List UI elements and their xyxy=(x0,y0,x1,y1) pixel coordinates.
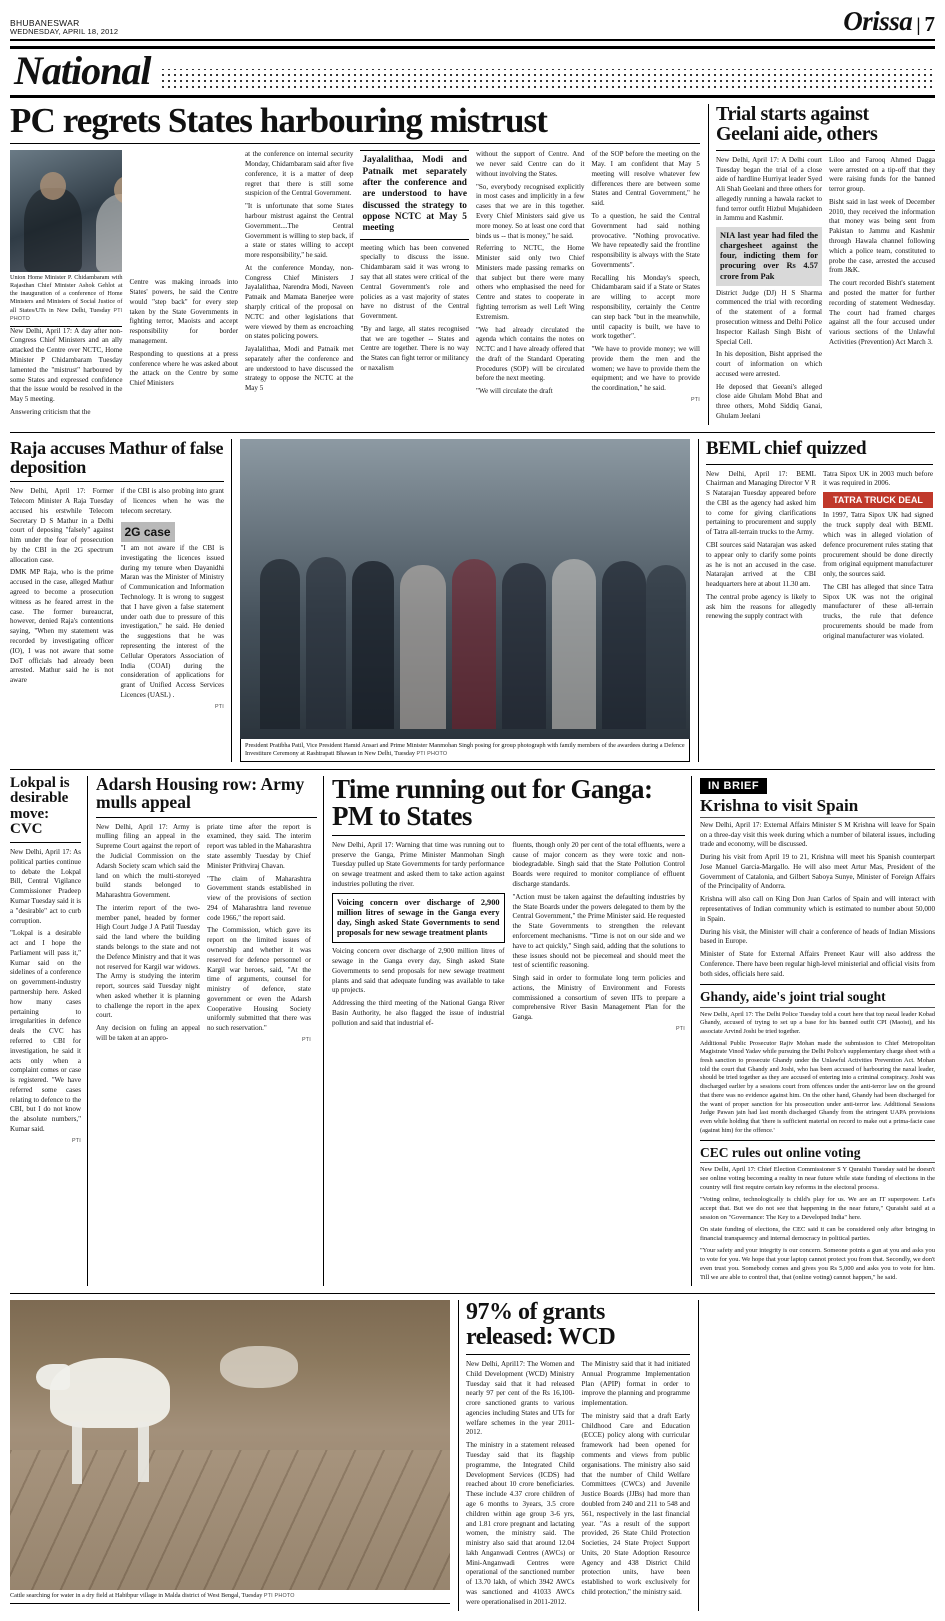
paragraph: "The claim of Maharashtra Government stands established in view of the provisions of section 294 of Maharashtra land revenue code 1966," the report said. xyxy=(207,874,311,922)
ganga-column-2 xyxy=(513,841,686,1034)
paragraph: The ministry in a statement released Tuesday said that its flagship programme, the Integrated Child Development Services (ICDS) had reached about 10 crore beneficiaries. These include 4.37 crore children of age 6 months to 3years, 3.5 crore children within age group 3-6 yrs, and 1.81 crore pregnant and lactating women, the ministry said. The ministry also said that around 12.04 lakh Anganwadi Centres (AWCs) or Mini-Anganwadi Centres were operational of the sanctioned number of 13.70 lakh, of which 3942 AWCs was sanctioned and 41033 AWCs were operationalised in 2011-2012. xyxy=(466,1441,575,1606)
paragraph: Addressing the third meeting of the National Ganga River Basin Authority, he also flagged the issue of industrial pollution and said that industrial ef- xyxy=(332,999,505,1027)
paragraph: Recalling his Monday's speech, Chidambaram said if a State or States are willing to accept more responsibility, certainly the Centre can step back "but in the meanwhile, until capacity is built, we have to work together". xyxy=(591,273,700,341)
masthead-left xyxy=(10,19,118,37)
paragraph: Liloo and Farooq Ahmed Dagga were arrested on a tip-off that they were raising funds for the banned terror group. xyxy=(829,155,935,194)
paragraph: Minister of State for External Affairs Preneet Kaur will also address the Conference. There have been regular high-level ministerial and official visits from both sides, officials here said. xyxy=(700,950,935,978)
cattle-photo-caption xyxy=(10,1590,450,1604)
photo-credit: PTI PHOTO xyxy=(416,750,448,757)
ganga-column-1 xyxy=(332,841,505,1034)
caption-text: Cattle searching for water in a dry field at Habibpur village in Malda district of West Bengal, Tuesday xyxy=(10,1592,263,1600)
paragraph: "By and large, all states recognised that we are together -- States and Centre are together. There is no way the States can fight terror or militancy or naxalism xyxy=(360,324,469,372)
beml-story xyxy=(698,439,933,762)
paragraph: New Delhi, April17: The Women and Child Development (WCD) Ministry Tuesday said that it had released nearly 97 per cent of the Rs 16,100-crore sanctioned grants to various agencies including States and UTs for welfare schemes in the year 2011-2012. xyxy=(466,1360,575,1437)
lokpal-body xyxy=(10,848,81,1145)
raja-column-1 xyxy=(10,487,114,711)
lead-headline: PC regrets States harbouring mistrust xyxy=(10,101,548,140)
brief-body xyxy=(700,821,935,980)
tatra-truck-deal-tag: TATRA TRUCK DEAL xyxy=(823,492,933,508)
adarsh-headline: Adarsh Housing row: Army mulls appeal xyxy=(96,773,305,812)
section-banner xyxy=(10,46,935,98)
band-four xyxy=(10,1293,935,1610)
decorative-dots xyxy=(160,69,935,91)
paragraph: Krishna will also call on King Don Juan Carlos of Spain and will interact with representatives of Indian community which is estimated to number about 50,000 in Spain. xyxy=(700,895,935,923)
paragraph: CBI sources said Natarajan was asked to appear only to clarify some points as he is not an accused in the case. Natarajan arrived at the CBI headquarters here at about 11.30 am. xyxy=(706,541,816,589)
paragraph: Additional Public Prosecutor Rajiv Mohan made the submission to Chief Metropolitan Magistrate Vinod Yadav while pursuing the Delhi Police's supplementary charge sheet with a fresh sanction to prosecute Ghandy under the Unlawful Activities Prevention Act. Mohan told the court that Ghandy and Joshi, who has been accused of harbouring the naxal leader, should be tried together as they are accused of entering into a criminal conspiracy. Joshi was discharged earlier by a sessions court from offences under the anti-terror law on the ground that there was no evidence against him. On the other hand, Ghandy had been discharged for the want of proper sanction for his prosecution under anti-terror law. Additional Sessions Judge Pawan jain had last month discharged Ghandy from the stringent UAPA provisions even while holding that 'there is sufficient material on record to make out a prima-facie case (against him) for the offence.' xyxy=(700,1039,935,1134)
paragraph: Singh said in order to formulate long term policies and actions, the Ministry of Environment and Forests commissioned a consortium of seven IITs to prepare a comprehensive River Basin Management Plan for the Ganga. xyxy=(512,974,685,1022)
wcd-story xyxy=(458,1300,690,1610)
defence-photo-block xyxy=(240,439,690,762)
section-title: National xyxy=(14,48,151,93)
paragraph: "We have to provide money; we will provide them the men and the women; we have to provide them the equipment; and we have to provide the coordination," he said. xyxy=(591,345,700,393)
paragraph: New Delhi, April 17: Former Telecom Minister A Raja Tuesday accused his erstwhile Telecom Secretary D S Mathur in a Delhi court of deposing "falsely" against him under the fear of prosecution by the CBI in the 2G spectrum allocation case. xyxy=(10,487,114,564)
paragraph: of the SOP before the meeting on the May. I am confident that May 5 meeting will resolve whatever few differences there are between some States and Central Government," he said. xyxy=(591,150,700,208)
band-three xyxy=(10,769,935,1286)
defence-investiture-photo xyxy=(240,439,690,739)
adarsh-column-1 xyxy=(96,823,200,1047)
paragraph: without the support of Centre. And we never said Centre can do it without involving the States. xyxy=(475,150,585,178)
paragraph: On state funding of elections, the CEC said it can be considered only after bringing in financial transparency and internal democracy in political parties. xyxy=(700,1226,935,1243)
in-brief-label: IN BRIEF xyxy=(700,778,767,794)
lead-photo-caption xyxy=(10,272,122,326)
paragraph: Jayalalithaa, Modi and Patnaik met separately after the conference and are understood to have discussed the strategy to oppose the NCTC at the May 5 xyxy=(244,345,354,393)
lead-story xyxy=(10,101,700,425)
brief-item xyxy=(700,990,935,1135)
paragraph: "Your safety and your integrity is our concern. Someone points a gun at you and asks you to vote for you. We hope that your laptop cannot protect you from that. Secondly, we don't even trust you. Somebody comes and gives you Rs 5,000 and asks you to vote for him. Till we are able to control that, that (online voting) cannot happen," he said. xyxy=(700,1247,935,1282)
paragraph: The CBI has alleged that since Tatra Sipox UK was not the original manufacturer of these all-terrain trucks, the rule that defence procurements should be made from original manufacturer was violated. xyxy=(823,582,933,640)
band-lead xyxy=(10,101,935,425)
trial-highlight-box: NIA last year had filed the chargesheet against the four, indicting them for procuring over Rs 4.57 crore from Pak xyxy=(716,227,822,285)
adarsh-story xyxy=(96,773,324,1286)
paragraph: priate time after the report is examined, they said. The interim report was tabled in the Maharashtra state assembly Tuesday by Chief Minister Prithviraj Chavan. xyxy=(207,822,311,870)
topic-tag-2g: 2G case xyxy=(121,522,175,543)
paragraph: In 1997, Tatra Sipox UK had signed the truck supply deal with BEML which was in alleged violation of defence procurement rules stating that procurement should be done directly from original equipment manufacturer only, the sources said. xyxy=(823,511,933,579)
paragraph: New Delhi, April 17: External Affairs Minister S M Krishna will leave for Spain on a three-day visit this week during which a number of bilateral issues, including trade and economy, will be discussed. xyxy=(700,820,935,849)
paragraph: Bisht said in last week of December 2010, they received the information that money was being sent from Pakistan to Jammu and Kashmir through Hawala channel following which a police team, constituted to probe the case, arrested the accused from J&K. xyxy=(829,197,935,275)
cattle-drought-photo xyxy=(10,1300,450,1590)
trial-column-2 xyxy=(829,156,935,425)
paragraph: He deposed that Geeani's alleged close aide Ghulam Mohd Bhat and three others, Mohd Siddiq Ganai, Ghulam Jeelani xyxy=(716,382,822,421)
story-credit: PTI xyxy=(215,703,224,710)
lokpal-story xyxy=(10,776,88,1286)
story-credit: PTI xyxy=(302,1037,311,1044)
cec-continued xyxy=(698,1300,933,1610)
divider xyxy=(10,143,700,144)
paragraph: Responding to questions at a press conference where he was asked about the attack on the Centre by some Chief Ministers xyxy=(129,349,238,388)
masthead-brand xyxy=(843,6,935,37)
lead-column-1 xyxy=(10,150,122,420)
paragraph: The ministry said that a draft Early Childhood Care and Education (ECCE) policy along with curricular framework had been opened for comments and views from public organisations. The ministry also said that the number of Child Welfare Committees (CWCs) and Juvenile Justice Boards (JJBs) had more than doubled from 240 and 211 to 548 and 561, respectively in the last financial year. "As a result of the support provided, 26 State Child Protection Societies, 24 State Project Support Units, 20 State Adoption Resource Agency and 438 District Child protection units, have been established to work exclusively for child protection," the ministry said. xyxy=(581,1411,690,1596)
paragraph: Voicing concern over discharge of 2,900 million litres of sewage in the Ganga every day, Singh asked State Governments to send proposals for new sewage treatment plants and said that adequate funding was available to take up projects. xyxy=(332,947,505,995)
paragraph: at the conference on internal security Monday, Chidambaram said after five conference, it is a matter of deep regret that there is still some suspicion of the Central Government. xyxy=(244,150,354,198)
trial-column-1 xyxy=(716,156,822,425)
paragraph: The central probe agency is likely to ask him the reasons for allegedly renewing the supply contract with xyxy=(706,592,816,621)
paragraph: "We had already circulated the agenda which contains the notes on NCTC and I have already offered that the draft of the Standard Operating Procedures (SOP) will be circulated before the next meeting. xyxy=(475,325,585,383)
paragraph: The Ministry said that it had initiated Annual Programme Implementation Plan (APIP) format in order to improve the planning and programme implementation. xyxy=(581,1360,690,1408)
paragraph: meeting which has been convened specially to discuss the issue. Chidambaram said it was wrong to say that all states were critical of the Central Government's role and policies as a vast majority of states have no distrust of the Central Government. xyxy=(360,243,469,321)
paragraph: Referring to NCTC, the Home Minister said only two Chief Ministers made passing remarks on that subject but there were many others who emphasised the need for Centre and states to cooperate in fighting terrorism as well Left Wing Extremism. xyxy=(475,244,585,321)
paragraph: "Action must be taken against the defaulting industries by the State Boards under the powers delegated to them by the Central Government," the Prime Minister said. He requested the State Governments to strengthen the relevant enforcement mechanisms. "Time is not on our side and we have to act quickly," Singh said, adding that the solutions to these issues should not be piecemeal and should meet the test of scientific reasoning. xyxy=(512,892,685,970)
ganga-story xyxy=(332,773,692,1286)
brief-headline: Ghandy, aide's joint trial sought xyxy=(700,989,886,1005)
paragraph: "Lokpal is a desirable act and I hope the Parliament will pass it," Kumar said on the sidelines of a conference on government-industry partnership here. Asked how many cases pertaining to irregularities in defence deals the CVC has referred to CBI for investigation, he said it acts only when a complaint comes or case is registered. "We have referred some cases relating to defence to the CBI, but I do not know the absolute numbers," Kumar said. xyxy=(10,929,81,1133)
paragraph: The Commission, which gave its report on the limited issues of ownership and whether it was reserved for defence personnel or Kargil war heroes, said, "At the time of arguments, counsel for ministry of defence, state government or even the Adarsh Cooperative Housing Society uniformly submitted that there was no such reservation." xyxy=(207,926,311,1033)
pull-quote: Jayalalithaa, Modi and Patnaik met separately after the conference and are understood to have discussed the strategy to oppose NCTC at May 5 meeting xyxy=(360,150,469,239)
paragraph: "It is unfortunate that some States harbour mistrust against the Central Government....The Central Government is willing to step back, if a state or states willing to accept more responsibility," he said. xyxy=(244,202,354,260)
lead-column-2 xyxy=(129,150,238,420)
trial-headline: Trial starts against Geelani aide, others xyxy=(716,103,878,146)
caption-text: Union Home Minister P. Chidambaram with Rajasthan Chief Minister Ashok Gehlot at the inauguration of a conference of Home Ministers and Ministers of Social Justice of all States/UTs in New Delhi, Tuesday xyxy=(10,274,123,314)
paragraph: New Delhi, April 17: BEML Chairman and Managing Director V R S Natarajan Tuesday appeared before the CBI as the agency had asked him to come for giving clarifications pertaining to procurement and supply of Tatra all-terrain trucks to the Army. xyxy=(706,469,816,537)
beml-column-1 xyxy=(706,470,816,645)
brief-item xyxy=(700,797,935,980)
brief-body xyxy=(700,1011,935,1136)
paragraph: New Delhi, April 17: A day after non-Congress Chief Ministers and an ally attacked the Centre over NCTC, Home Minister P Chidambaram Tuesday lamented the "mistrust" harboured by some States and expressed confidence that the issue would be resolved in the May 5 meeting. xyxy=(10,326,123,404)
paragraph: At the conference Monday, non-Congress Chief Ministers J Jayalalithaa, Narendra Modi, Naveen Patnaik and Mamata Banerjee were sharply critical of the proposal on NCTC and other legislations that were viewed by them as encroaching on states policing powers. xyxy=(244,263,354,341)
paragraph: Centre was making inroads into States' powers, he said the Centre would "step back" for every step taken by the State Governments in fighting terror, Maoists and accept responsibility for border management. xyxy=(129,278,238,345)
paragraph: "So, everybody recognised explicitly in most cases and implicitly in a few cases that we are in this together. Every Chief Ministers said give us more money. So at least one cord that binds us -- that is money," he said. xyxy=(475,182,585,240)
masthead xyxy=(10,6,935,41)
paragraph: New Delhi, April 17: Army is mulling filing an appeal in the Supreme Court against the report of the Judicial Commission on the Adarsh Society scam which said the land on which the multi-storeyed build stands belonged to Maharashtra Government. xyxy=(96,822,200,900)
paragraph: New Delhi, April 17: Warning that time was running out to preserve the Ganga, Prime Minister Manmohan Singh Tuesday pulled up State Governments for tardy performance on sewage treatment and asked them to take action against industries polluting the river. xyxy=(332,840,505,889)
paragraph: Any decision on fuling an appeal will be taken at an appro- xyxy=(96,1024,200,1043)
chidambaram-photo xyxy=(10,150,122,272)
photo-credit: PTI PHOTO xyxy=(10,307,123,322)
brief-item xyxy=(700,1146,935,1283)
paragraph: District Judge (DJ) H S Sharma commenced the trial with recording of the statement of a formal prosecution witness and Delhi Police Inspector Kailash Singh Bisht of Special Cell. xyxy=(716,288,822,346)
lokpal-headline: Lokpal is desirable move: CVC xyxy=(10,774,70,837)
trial-story xyxy=(708,104,935,425)
caption-text: President Pratibha Patil, Vice President Hamid Ansari and Prime Minister Manmohan Singh posing for group photograph with family members of the awardees during a Defence Investiture Ceremony at Rashtrapati Bhawan in New Delhi, Tuesday xyxy=(245,741,685,757)
paragraph: New Delhi, April 17: Chief Election Commissioner S Y Quraishi Tuesday said he doesn't see online voting becoming a reality in near future while state funding of elections in the country will first require certain key reforms in the electoral process. xyxy=(700,1166,935,1192)
brief-headline: CEC rules out online voting xyxy=(700,1145,861,1161)
paragraph: if the CBI is also probing into grant of licences when he was the telecom secretary. xyxy=(120,487,224,515)
publication-title: Orissa xyxy=(843,6,913,36)
masthead-date: WEDNESDAY, APRIL 18, 2012 xyxy=(10,27,119,37)
in-brief-section xyxy=(700,776,935,1286)
raja-column-2 xyxy=(121,487,225,711)
paragraph: New Delhi, April 17: As political parties continue to debate the Lokpal Bill, Central Vigilance Commissioner Pradeep Kumar Tuesday said it is a "desirable" act to curb corruption. xyxy=(10,848,81,925)
paragraph: During his visit, the Minister will chair a conference of heads of Indian Missions based in Europe. xyxy=(700,927,935,946)
paragraph: The court recorded Bisht's statement and posted the matter for further recording of statement Wednesday. The court had framed charges against all the four accused under various sections of the Unlawful Activities (Prevention) Act March 3. xyxy=(829,279,935,346)
masthead-city: BHUBANESWAR xyxy=(10,17,80,28)
paragraph: New Delhi, April 17: A Delhi court Tuesday began the trial of a close aide of hardline Hurriyat leader Syed Ali Shah Geelani and three others for allegedly running a hawala racket to fund terror outfit Hizbul Mujahideen in Jammu and Kashmir. xyxy=(716,155,822,223)
paragraph: In his deposition, Bisht apprised the court of information on which accused were arrested. xyxy=(716,350,822,378)
paragraph: "We will circulate the draft xyxy=(475,387,553,396)
masthead-divider: | xyxy=(916,15,921,36)
wcd-headline: 97% of grants released: WCD xyxy=(466,1299,616,1350)
story-credit: PTI xyxy=(690,397,700,404)
paragraph: DMK MP Raja, who is the prime accused in the case, alleged Mathur agreed to become a prosecution witness as he feared arrest in the case. The former bureaucrat, however, denied Raja's contentions saying, "When my statement was recorded by investigating officer (IO), I was not aware that some DoT officials had already been arrested. Mathur said he is not aware xyxy=(10,568,114,685)
adarsh-column-2 xyxy=(207,823,311,1047)
story-credit: PTI xyxy=(676,1025,685,1032)
defence-photo-caption xyxy=(240,739,690,762)
paragraph: Answering criticism that the xyxy=(10,407,91,416)
ganga-summary-box: Voicing concern over discharge of 2,900 million litres of sewage in the Ganga every day, Singh asked State Governments to send proposals for new sewage treatment plants xyxy=(332,893,505,943)
raja-story xyxy=(10,439,232,762)
photo-credit: PTI PHOTO xyxy=(263,1593,295,1600)
paragraph: "I am not aware if the CBI is investigating the licences issued during my tenure when Dayanidhi Maran was the Minister of Ministry of Communication and Information Technology. It is wrong to suggest that I have given a false statement under oath due to pressure of this investigation," he said. He denied the suggestions that he was representing the interest of the Cellular Operators Association of India (COAI) during the consideration of applications for grant of Unified Access Services Licences (UASL) . xyxy=(120,544,224,699)
lead-column-3 xyxy=(245,150,354,420)
story-credit: PTI xyxy=(72,1137,81,1144)
paragraph: "Voting online, technologically is child's play for us. We are an IT superpower. Let's accept that. But we do not see that happening in the near future," Quraishi said at a session on "Governance: The Key to a Developed India" here. xyxy=(700,1196,935,1222)
paragraph: During his visit from April 19 to 21, Krishna will meet his Spanish counterpart Jose Manuel Garcia-Margallo. He will also meet Artur Mas, President of the Government of Catalonia, and Gilbert Saboya Sunye, Minister of Foreign Affairs of the Principality of Andorra. xyxy=(700,853,935,891)
band-two xyxy=(10,432,935,762)
brief-headline: Krishna to visit Spain xyxy=(700,795,859,815)
paragraph: fluents, though only 20 per cent of the total effluents, were a cause of major concern as they were toxic and non-biodegradable. Singh said that the State Pollution Control Boards were required to monitor compliance of effluent discharge standards. xyxy=(512,840,685,889)
beml-headline: BEML chief quizzed xyxy=(706,437,867,459)
wcd-column-1 xyxy=(466,1360,575,1611)
paragraph: Tatra Sipox UK in 2003 much before it was required in 2006. xyxy=(823,469,933,488)
paragraph: New Delhi, April 17: The Delhi Police Tuesday told a court here that top naxal leader Kobad Ghandy, accused of trying to set up a base for his banned outfit CPI (Maoist), and his associate Arvind Joshi be tried together. xyxy=(700,1010,935,1036)
paragraph: The interim report of the two-member panel, headed by former High Court Judge J A Patil Tuesday said the land where the building stands belongs to the state and not the Defence Ministry and that it was not reserved for Kargil war widows. The Army is studying the interim report, sources said Tuesday night when asked whether it is planning to challenge the report in the apex court. xyxy=(96,903,200,1020)
lead-column-6 xyxy=(591,150,700,420)
lead-column-4 xyxy=(360,150,469,420)
brief-body xyxy=(700,1166,935,1283)
beml-column-2 xyxy=(823,470,933,645)
raja-headline: Raja accuses Mathur of false deposition xyxy=(10,437,224,477)
paragraph: To a question, he said the Central Government had said nothing provocative. "Nothing provocative. We have repeatedly said the frontline responsibility is always with the State Governments". xyxy=(591,211,700,269)
cattle-photo-block xyxy=(10,1300,450,1610)
page-number: 7 xyxy=(924,12,935,36)
wcd-column-2 xyxy=(582,1360,691,1611)
lead-column-5 xyxy=(476,150,585,420)
ganga-headline: Time running out for Ganga: PM to States xyxy=(332,773,653,831)
